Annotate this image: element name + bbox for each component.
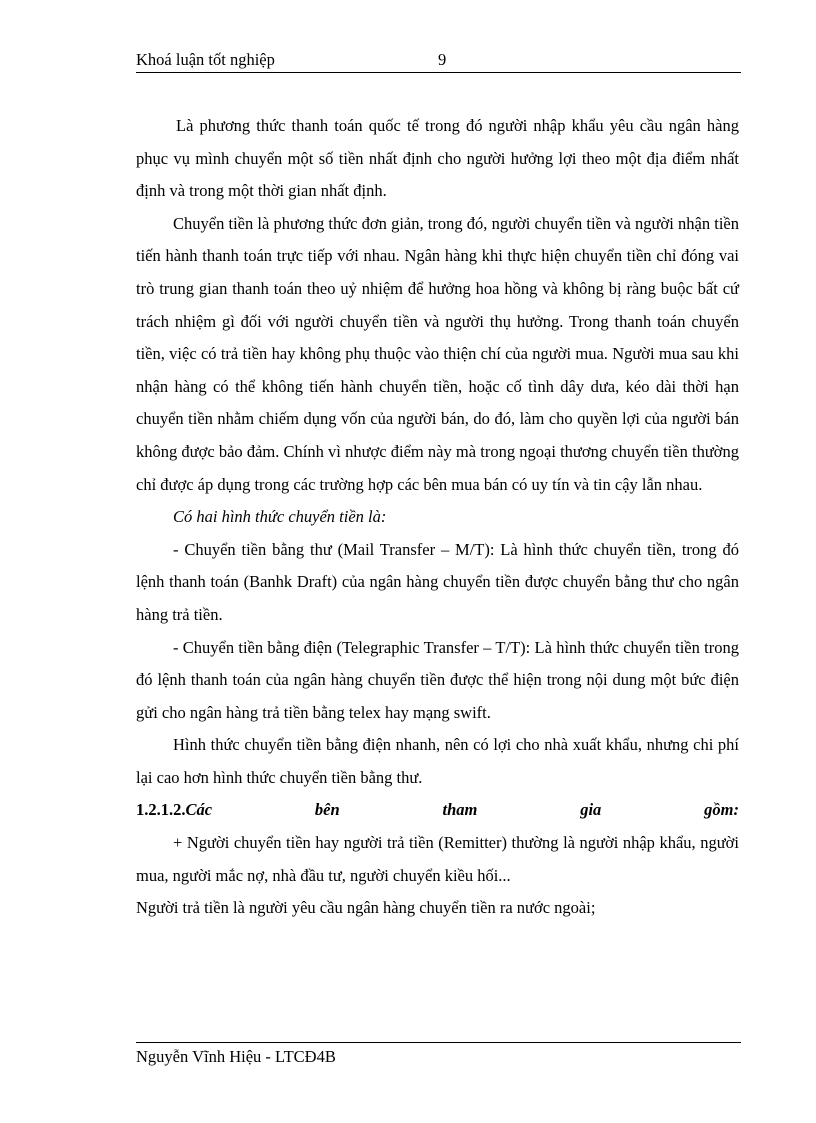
page-number: 9 [438,50,447,69]
header-course-title: Khoá luận tốt nghiệp [136,50,275,69]
paragraph-comparison: Hình thức chuyển tiền bằng điện nhanh, nên có lợi cho nhà xuất khẩu, nhưng chi phí lại cao hơn hình thức chuyển tiền bằng thư. [136,735,739,787]
page-body [136,110,739,925]
paragraph-telegraphic-transfer: - Chuyển tiền bằng điện (Telegraphic Transfer – T/T): Là hình thức chuyển tiền trong đó lệnh thanh toán của ngân hàng chuyển tiền được thể hiện trong nội dung một bức điện gửi cho ngân hàng trả tiền bằng telex hay mạng swift. [136,637,739,722]
section-heading-start [136,794,212,827]
section-number: 1.2.1.2. [136,800,186,820]
paragraph-mail-transfer: - Chuyển tiền bằng thư (Mail Transfer – M/T): Là hình thức chuyển tiền, trong đó lệnh thanh toán (Banhk Draft) của ngân hàng chuyển tiền được chuyển bằng thư cho ngân hàng trả tiền. [136,539,739,624]
heading-word: tham [442,800,478,820]
page-header [136,50,741,70]
section-heading [136,794,739,827]
paragraph-remitter-definition: Người trả tiền là người yêu cầu ngân hàng chuyển tiền ra nước ngoài; [136,898,596,918]
heading-word: gia [580,800,602,820]
heading-word: Các [185,800,213,820]
heading-word: gồm: [704,800,739,820]
paragraph-definition: Là phương thức thanh toán quốc tế trong đó người nhập khẩu yêu cầu ngân hàng phục vụ mình chuyển một số tiền nhất định cho người hưởng lợi theo một địa điểm nhất định và trong một thời gian nhất định. [136,116,739,201]
footer-divider [136,1042,741,1043]
footer-author: Nguyễn Vĩnh Hiệu - LTCĐ4B [136,1047,336,1066]
paragraph-remitter: + Người chuyển tiền hay người trả tiền (Remitter) thường là người nhập khẩu, người mua, người mắc nợ, nhà đầu tư, người chuyển kiều hối... [136,833,739,885]
header-divider [136,72,741,73]
paragraph-forms-intro: Có hai hình thức chuyển tiền là: [173,507,387,527]
paragraph-overview: Chuyển tiền là phương thức đơn giản, trong đó, người chuyển tiền và người nhận tiền tiến hành thanh toán trực tiếp với nhau. Ngân hàng khi thực hiện chuyển tiền chỉ đóng vai trò trung gian thanh toán theo uỷ nhiệm để hưởng hoa hồng và không bị ràng buộc bất cứ trách nhiệm gì đối với người chuyển tiền và người thụ hưởng. Trong thanh toán chuyển tiền, việc có trả tiền hay không phụ thuộc vào thiện chí của người mua. Người mua sau khi nhận hàng có thể không tiến hành chuyển tiền, hoặc cố tình dây dưa, kéo dài thời hạn chuyển tiền nhằm chiếm dụng vốn của người bán, do đó, làm cho quyền lợi của người bán không được bảo đảm. Chính vì nhược điểm này mà trong ngoại thương chuyển tiền thường chỉ được áp dụng trong các trường hợp các bên mua bán có uy tín và tin cậy lẫn nhau. [136,213,739,494]
heading-word: bên [314,800,340,820]
